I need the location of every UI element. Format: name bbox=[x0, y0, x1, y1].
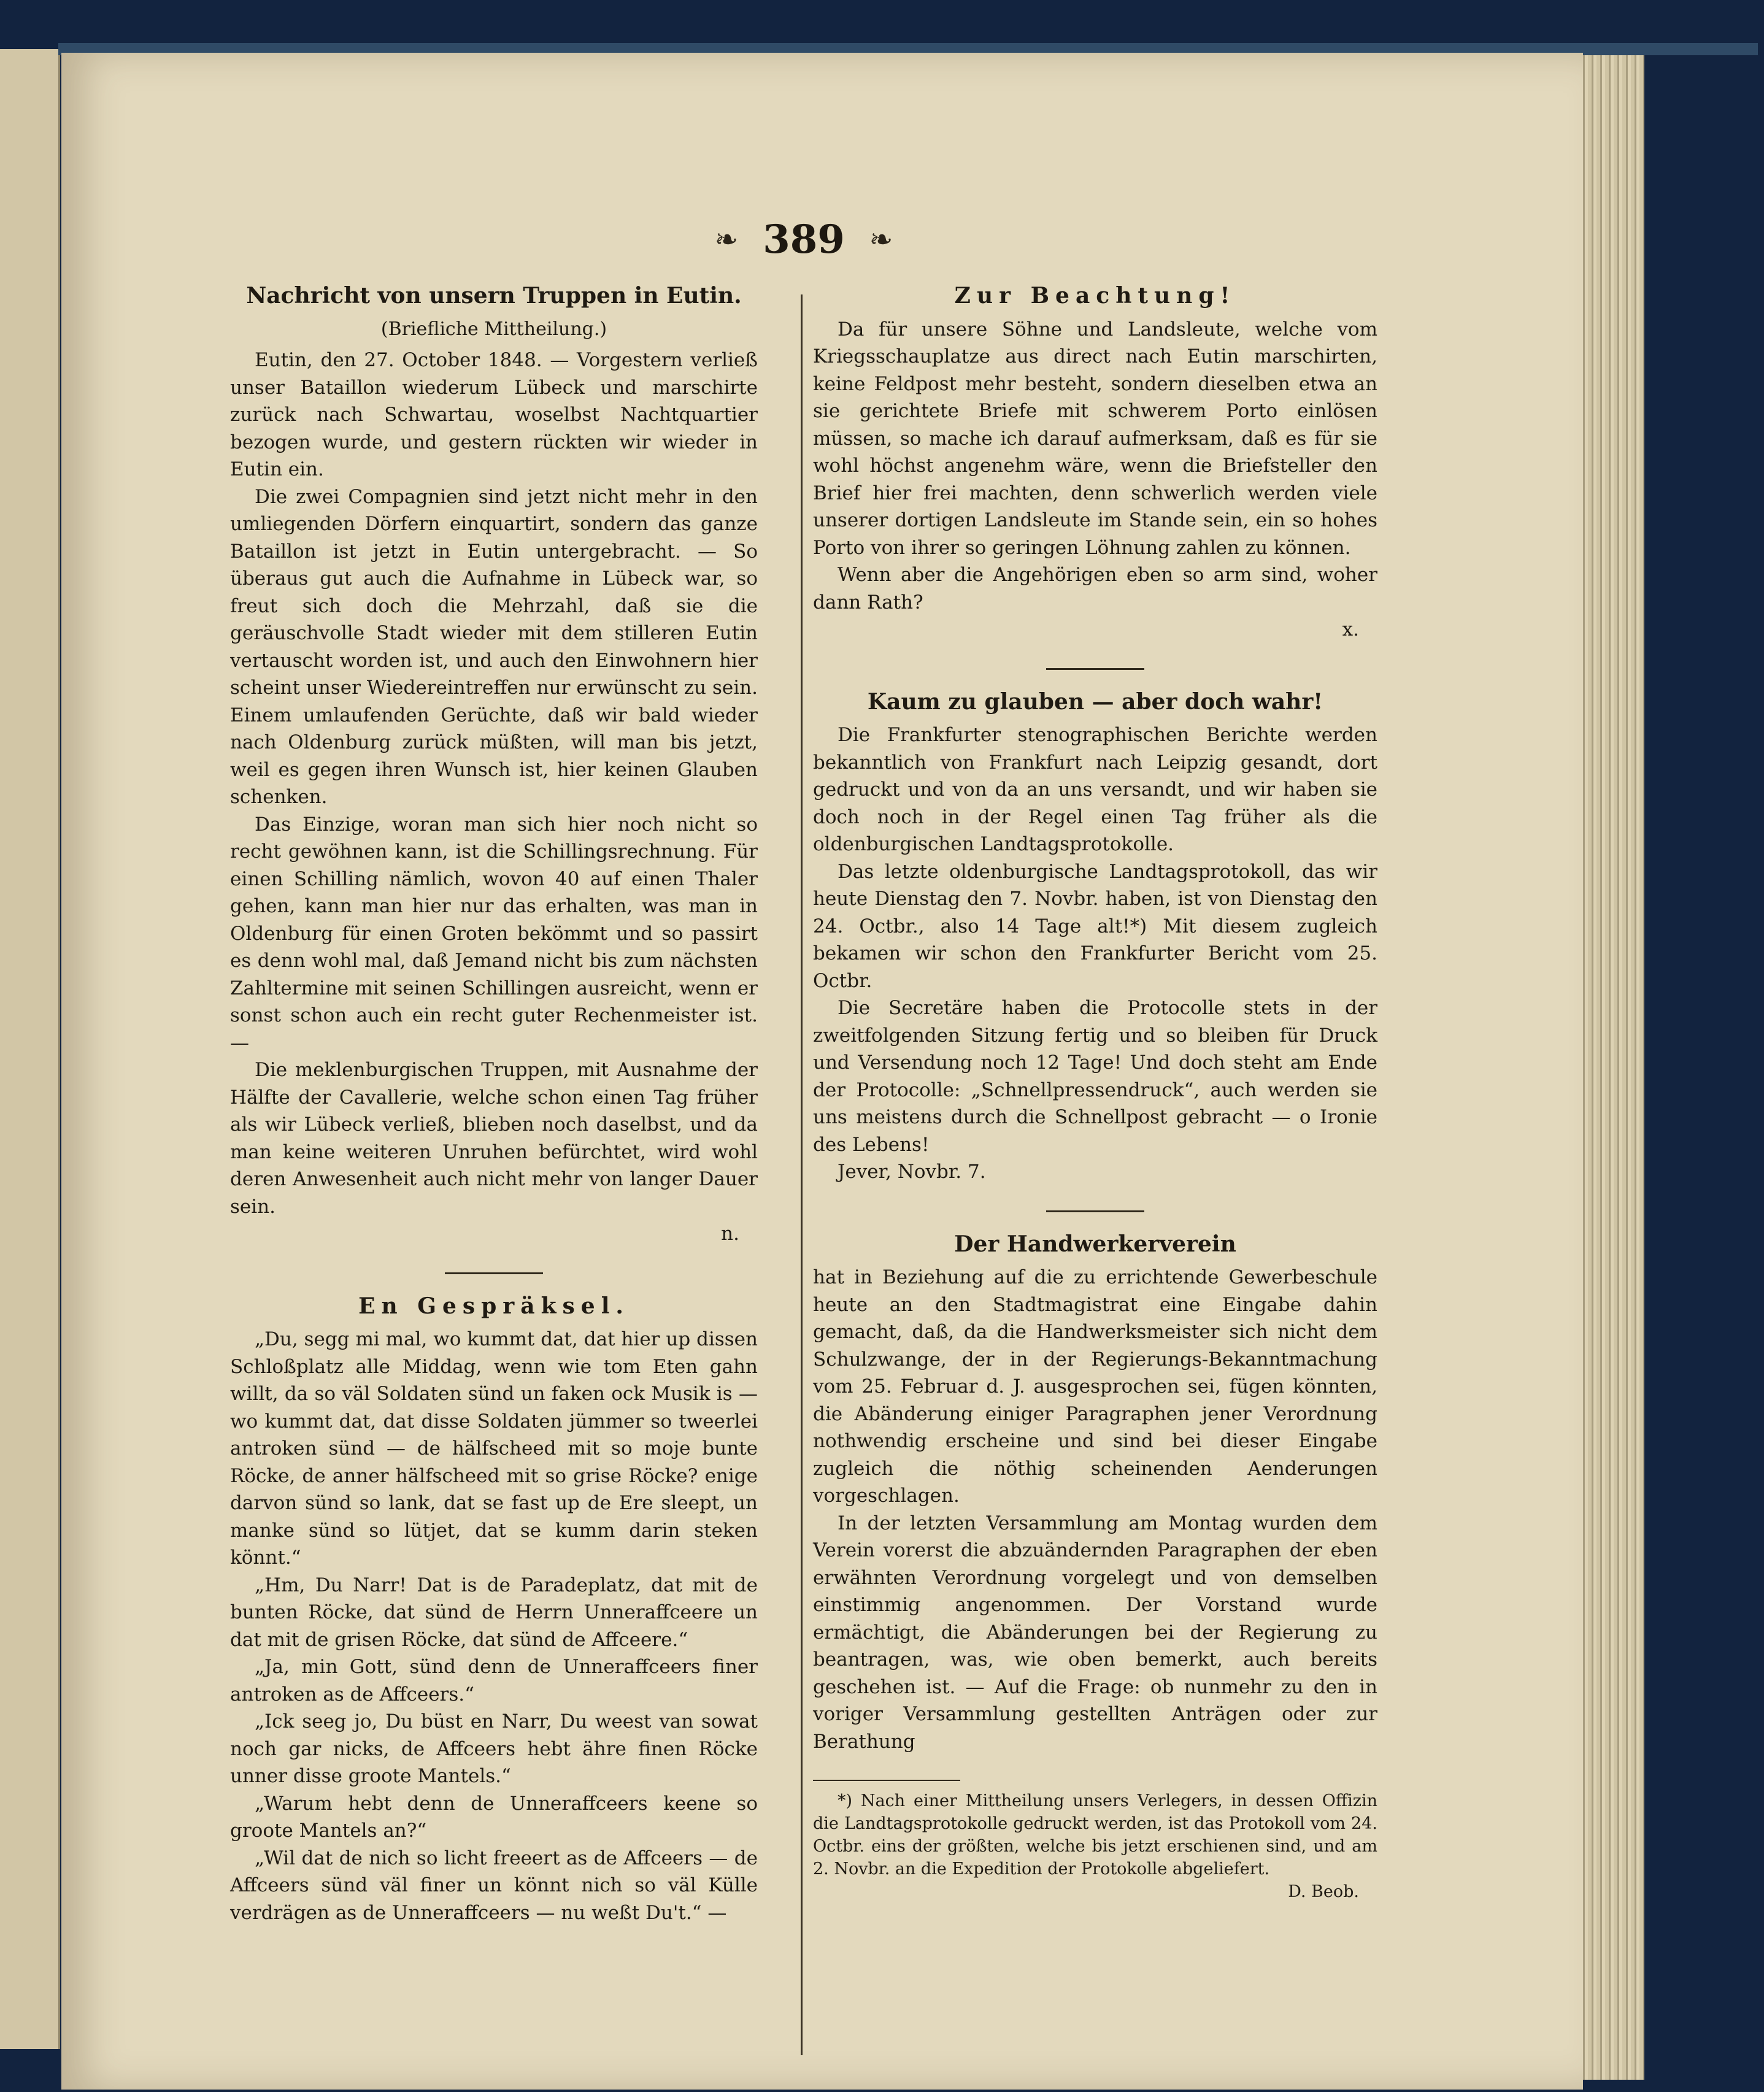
footnote-rule bbox=[813, 1780, 960, 1781]
paragraph: Die Secretäre haben die Protocolle stets in der zweitfolgenden Sitzung fertig und so bleiben für Druck und Versendung noch 12 Tage! Und doch steht am Ende der Protocolle: „Schnellpressendruck“, auch werden sie uns meistens durch die Schnellpost gebracht — o Ironie des Lebens! bbox=[813, 997, 1377, 1156]
article-title: En Gespräksel. bbox=[358, 1293, 630, 1319]
article-gespraeksel bbox=[230, 1293, 758, 1927]
right-column bbox=[813, 282, 1377, 1903]
paragraph: Das letzte oldenburgische Landtagsprotokoll, das wir heute Dienstag den 7. Novbr. haben, ist von Dienstag den 24. Octbr., also 14 Tage alt!*) Mit diesem zugleich bekamen wir schon den Frankfurter Bericht vom 25. Octbr. bbox=[813, 860, 1377, 992]
left-column bbox=[230, 282, 758, 1932]
dialogue-line: „Du, segg mi mal, wo kummt dat, dat hier up dissen Schloßplatz alle Middag, wenn wie tom Eten gahn willt, da so väl Soldaten sünd un faken ock Musik is — wo kummt dat, dat disse Soldaten jümmer so tweerlei antroken sünd — de hälfscheed mit so moje bunte Röcke, de anner hälfscheed mit so grise Röcke? enige darvon sünd so lank, dat se fast up de Ere sleept, un manke sünd so lütjet, dat se kumm darin steken könnt.“ bbox=[230, 1328, 758, 1569]
article-dateline: Jever, Novbr. 7. bbox=[838, 1161, 986, 1183]
paragraph: Die zwei Compagnien sind jetzt nicht mehr in den umliegenden Dörfern einquartirt, sondern das ganze Bataillon ist jetzt in Eutin untergebracht. — So überaus gut auch die Aufnahme in Lübeck war, so freut sich doch die Mehrzahl, daß sie die geräuschvolle Stadt wieder mit dem stilleren Eutin vertauscht worden ist, und auch den Einwohnern hier scheint unser Wiedereintreffen nur erwünscht zu sein. Einem umlaufenden Gerüchte, daß wir bald wieder nach Oldenburg zurück müßten, will man bis jetzt, weil es gegen ihren Wunsch ist, hier keinen Glauben schenken. bbox=[230, 485, 758, 808]
footnote-text: *) Nach einer Mittheilung unsers Verlegers, in dessen Offizin die Landtagsprotokolle gedruckt werden, ist das Protokoll vom 24. Octbr. eins der größten, welche bis jetzt erschienen sind, und am 2. Novbr. an die Expedition der Protokolle abgeliefert. bbox=[813, 1791, 1377, 1879]
paragraph: Wenn aber die Angehörigen eben so arm sind, woher dann Rath? bbox=[813, 564, 1377, 613]
article-signoff: x. bbox=[1342, 618, 1359, 640]
left-ornament: ❧ bbox=[714, 223, 739, 256]
article-kaum-zu-glauben bbox=[813, 688, 1377, 1186]
column-divider bbox=[801, 294, 803, 2055]
paragraph: Eutin, den 27. October 1848. — Vorgestern verließ unser Bataillon wiederum Lübeck und marschirte zurück nach Schwartau, woselbst Nachtquartier bezogen wurde, und gestern rückten wir wieder in Eutin ein. bbox=[230, 349, 758, 480]
paragraph: Das Einzige, woran man sich hier noch nicht so recht gewöhnen kann, ist die Schillingsrechnung. Für einen Schilling nämlich, wovon 40 auf einen Thaler gehen, kann man hier nur das erhalten, was man in Oldenburg für einen Groten bekömmt und so passirt es denn wohl mal, daß Jemand nicht bis zum nächsten Zahltermine mit seinen Schillingen ausreicht, wenn er sonst schon auch ein recht guter Rechenmeister ist. — bbox=[230, 813, 758, 1054]
article-title: Der Handwerkerverein bbox=[954, 1231, 1236, 1257]
paragraph: In der letzten Versammlung am Montag wurden dem Verein vorerst die abzuändernden Paragraphen der eben erwähnten Verordnung vorgelegt und von demselben einstimmig angenommen. Der Vorstand wurde ermächtigt, die Abänderungen bei der Regierung zu beantragen, was, wie oben bemerkt, auch bereits geschehen ist. — Auf die Frage: ob nunmehr zu den in voriger Versammlung gestellten Anträgen oder zur Berathung bbox=[813, 1512, 1377, 1753]
separator-rule bbox=[445, 1272, 543, 1274]
footnote bbox=[813, 1790, 1377, 1903]
footnote-signoff: D. Beob. bbox=[1288, 1882, 1359, 1901]
article-title: Kaum zu glauben — aber doch wahr! bbox=[867, 688, 1323, 715]
right-ornament: ❧ bbox=[869, 223, 893, 256]
article-eutin bbox=[230, 282, 758, 1248]
page-header bbox=[632, 215, 976, 264]
page-number: 389 bbox=[763, 216, 845, 263]
paragraph: Die Frankfurter stenographischen Berichte werden bekanntlich von Frankfurt nach Leipzig gesandt, dort gedruckt und von da an uns versandt, und wir haben sie doch noch in der Regel einen Tag früher als die oldenburgischen Landtagsprotokolle. bbox=[813, 724, 1377, 855]
paragraph: Die meklenburgischen Truppen, mit Ausnahme der Hälfte der Cavallerie, welche schon einen Tag früher als wir Lübeck verließ, blieben noch daselbst, und da man keine weiteren Unruhen befürchtet, wird wohl deren Anwesenheit auch nicht mehr von langer Dauer sein. bbox=[230, 1059, 758, 1218]
left-page-edge bbox=[0, 49, 60, 2049]
article-title: Zur Beachtung! bbox=[954, 283, 1236, 309]
dialogue-line: „Warum hebt denn de Unneraffceers keene so groote Mantels an?“ bbox=[230, 1792, 758, 1842]
paragraph: Da für unsere Söhne und Landsleute, welche vom Kriegsschauplatze aus direct nach Eutin marschirten, keine Feldpost mehr besteht, sondern dieselben etwa an sie gerichtete Briefe mit schwerem Porto einlösen müssen, so mache ich darauf aufmerksam, daß es für sie wohl höchst angenehm wäre, wenn die Briefsteller den Brief hier frei machten, denn schwerlich werden viele unserer dortigen Landsleute im Stande sein, ein so hohes Porto von ihrer so geringen Löhnung zahlen zu können. bbox=[813, 318, 1377, 559]
article-handwerkerverein bbox=[813, 1231, 1377, 1756]
article-beachtung bbox=[813, 282, 1377, 644]
dialogue-line: „Hm, Du Narr! Dat is de Paradeplatz, dat mit de bunten Röcke, dat sünd de Herrn Unneraffceere un dat mit de grisen Röcke, dat sünd de Affceere.“ bbox=[230, 1574, 758, 1651]
dialogue-line: „Ja, min Gott, sünd denn de Unneraffceers finer antroken as de Affceers.“ bbox=[230, 1656, 758, 1706]
article-title: Nachricht von unsern Truppen in Eutin. bbox=[246, 283, 742, 309]
separator-rule bbox=[1046, 668, 1144, 670]
article-subtitle: (Briefliche Mittheilung.) bbox=[380, 318, 607, 340]
separator-rule bbox=[1046, 1210, 1144, 1212]
dialogue-line: „Ick seeg jo, Du büst en Narr, Du weest van sowat noch gar nicks, de Affceers hebt ähre finen Röcke unner disse groote Mantels.“ bbox=[230, 1710, 758, 1787]
article-signoff: n. bbox=[721, 1223, 739, 1245]
dialogue-line: „Wil dat de nich so licht freeert as de Affceers — de Affceers sünd väl finer un könnt nich so väl Külle verdrägen as de Unneraffceers — nu weßt Du't.“ — bbox=[230, 1847, 758, 1924]
paragraph: hat in Beziehung auf die zu errichtende Gewerbeschule heute an den Stadtmagistrat eine Eingabe dahin gemacht, daß, da die Handwerksmeister sich nicht dem Schulzwange, der in der Regierungs-Bekanntmachung vom 25. Februar d. J. ausgesprochen sei, fügen könnten, die Abänderung einiger Paragraphen jener Verordnung nothwendig erscheine und sind bei dieser Eingabe zugleich die nöthig scheinenden Aenderungen vorgeschlagen. bbox=[813, 1266, 1377, 1507]
